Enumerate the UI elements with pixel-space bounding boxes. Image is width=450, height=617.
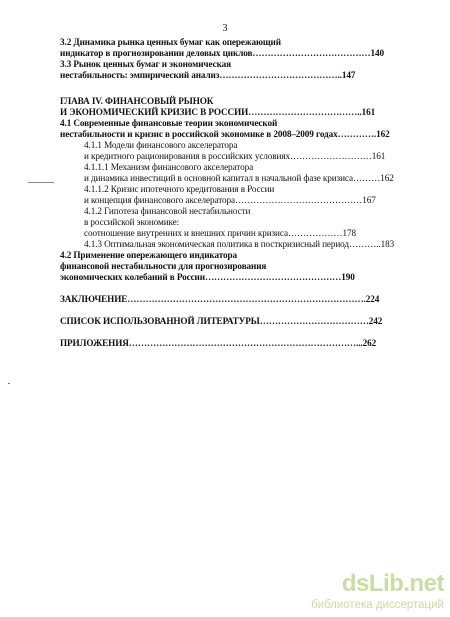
page-number: 3 [222,23,228,34]
watermark-site: dsLib.net [341,570,444,597]
toc-line: индикатор в прогнозировании деловых циклов…………………………………140 [60,48,384,58]
toc-line: 4.1.1 Модели финансового акселератора [84,140,238,150]
toc-line: нестабильность: эмпирический анализ…………………………………..147 [60,70,356,80]
toc-line: в российской экономике: [84,217,180,227]
scan-mark [28,182,54,183]
toc-line: нестабильности и кризис в российской экономике в 2008–2009 годах………….162 [60,129,390,139]
toc-line: 3.3 Рынок ценных бумаг и экономическая [60,59,231,69]
toc-line: 4.1 Современные финансовые теории экономической [60,118,278,128]
toc-line: соотношение внутренних и внешних причин кризиса………………178 [84,228,356,238]
watermark-tagline: библиотека диссертаций [311,599,444,611]
toc-line: 4.1.3 Оптимальная экономическая политика в посткризисный период………..183 [84,239,395,249]
toc-line: 4.1.2 Гипотеза финансовой нестабильности [84,206,251,216]
toc-line: И ЭКОНОМИЧЕСКИЙ КРИЗИС В РОССИИ………………………………..161 [60,107,376,117]
toc-line: и концепция финансового акселератора……………………………………167 [84,195,376,205]
toc-line: ГЛАВА IV. ФИНАНСОВЫЙ РЫНОК [60,96,214,106]
watermark [300,568,450,617]
toc-line: ПРИЛОЖЕНИЯ…………………………………………………………………...262 [60,338,377,348]
toc-line: и динамика инвестиций в основной капитал в начальной фазе кризиса………162 [84,173,394,183]
toc-line: финансовой нестабильности для прогнозирования [60,261,267,271]
toc-line: 4.1.1.2 Кризис ипотечного кредитования в России [84,184,275,194]
toc-line: 4.1.1.1 Механизм финансового акселератора [84,162,254,172]
scan-dot [8,383,10,384]
toc-line: экономических колебаний в России………………………………………190 [60,272,355,282]
toc-line: 3.2 Динамика рынка ценных бумаг как опережающий [60,37,281,47]
toc-line: и кредитного рационирования в российских условиях………………………161 [84,151,386,161]
toc-line: 4.2 Применение опережающего индикатора [60,250,238,260]
toc-line: СПИСОК ИСПОЛЬЗОВАННОЙ ЛИТЕРАТУРЫ………………………………242 [60,316,383,326]
toc-line: ЗАКЛЮЧЕНИЕ…………………………………………………………………….224 [60,294,380,304]
